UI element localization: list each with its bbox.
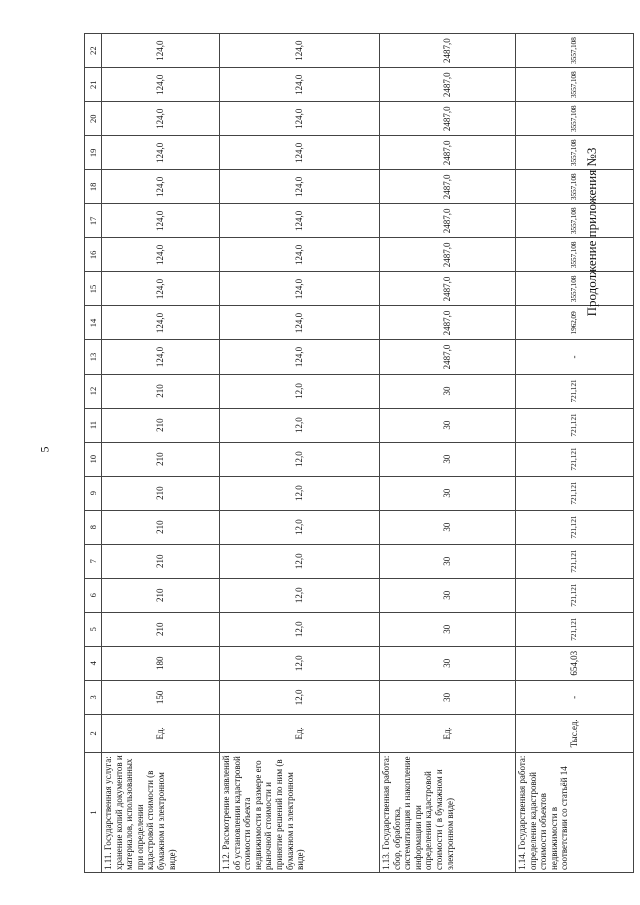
table-cell: 124,0: [220, 238, 380, 272]
table-cell: 12,0: [220, 680, 380, 714]
table-cell: 30: [380, 476, 516, 510]
table-cell: 30: [380, 612, 516, 646]
table-cell: 124,0: [220, 170, 380, 204]
table-cell: 30: [380, 374, 516, 408]
table-cell: 30: [380, 646, 516, 680]
table-cell: 124,0: [102, 272, 220, 306]
table-cell: 210: [102, 408, 220, 442]
table-cell: 12,0: [220, 374, 380, 408]
table-cell: 30: [380, 544, 516, 578]
table-row: [220, 34, 380, 873]
table-cell: 180: [102, 646, 220, 680]
column-number: 20: [85, 102, 102, 136]
table-cell: 721,121: [516, 374, 634, 408]
appendix-label: Продолжение приложения №3: [584, 147, 599, 317]
column-number: 4: [85, 646, 102, 680]
table-cell: 721,121: [516, 612, 634, 646]
column-number: 8: [85, 510, 102, 544]
rotated-table-wrapper: [84, 33, 580, 873]
table-cell: 654,03: [516, 646, 634, 680]
table-cell: 2487,0: [380, 272, 516, 306]
table-cell: 3557,108: [516, 102, 634, 136]
table-cell: 210: [102, 578, 220, 612]
table-cell: 124,0: [220, 68, 380, 102]
table-cell: 2487,0: [380, 238, 516, 272]
column-number: 13: [85, 340, 102, 374]
column-number: 21: [85, 68, 102, 102]
table-cell: 2487,0: [380, 306, 516, 340]
data-table: [84, 33, 634, 873]
table-cell: 3557,108: [516, 204, 634, 238]
column-number: 7: [85, 544, 102, 578]
row-name: 1.13. Государственная работа: сбор, обработка, систематизация и накопление информации при определении кадастровой стоимости ( в бумажном и электронном виде): [380, 752, 516, 872]
table-cell: 30: [380, 680, 516, 714]
table-cell: 721,121: [516, 408, 634, 442]
row-unit: Ед.: [220, 714, 380, 752]
column-number: 2: [85, 714, 102, 752]
row-name: 1.11. Государственная услуга: хранение копий документов и материалов, использованных при определении кадастровой стоимости (в бумажном и электронном виде): [102, 752, 220, 872]
table-cell: 3557,108: [516, 136, 634, 170]
table-cell: 12,0: [220, 408, 380, 442]
table-cell: 2487,0: [380, 68, 516, 102]
table-row: [102, 34, 220, 873]
table-cell: 721,121: [516, 510, 634, 544]
table-cell: 210: [102, 510, 220, 544]
table-cell: 124,0: [220, 136, 380, 170]
table-cell: 30: [380, 510, 516, 544]
table-cell: 124,0: [102, 204, 220, 238]
table-cell: 3557,108: [516, 238, 634, 272]
page-number: 5: [37, 446, 52, 453]
table-cell: 3557,108: [516, 170, 634, 204]
table-cell: 124,0: [220, 34, 380, 68]
table-cell: 12,0: [220, 544, 380, 578]
table-cell: 124,0: [102, 34, 220, 68]
table-cell: 124,0: [102, 238, 220, 272]
table-cell: 210: [102, 442, 220, 476]
table-cell: 12,0: [220, 476, 380, 510]
column-number: 5: [85, 612, 102, 646]
table-cell: 124,0: [220, 204, 380, 238]
column-number: 9: [85, 476, 102, 510]
appendix-label-wrap: [584, 147, 599, 317]
table-cell: 210: [102, 612, 220, 646]
table-cell: 12,0: [220, 612, 380, 646]
table-cell: 2487,0: [380, 102, 516, 136]
table-cell: 30: [380, 408, 516, 442]
table-cell: 3557,108: [516, 34, 634, 68]
row-unit: Тыс.ед.: [516, 714, 634, 752]
row-unit: Ед.: [380, 714, 516, 752]
table-cell: 210: [102, 476, 220, 510]
table-cell: 721,121: [516, 442, 634, 476]
table-cell: 210: [102, 544, 220, 578]
table-row: [516, 34, 634, 873]
table-cell: 124,0: [102, 68, 220, 102]
table-cell: 124,0: [220, 340, 380, 374]
table-cell: 124,0: [220, 102, 380, 136]
table-cell: 124,0: [102, 306, 220, 340]
column-number: 16: [85, 238, 102, 272]
table-cell: 3557,108: [516, 272, 634, 306]
table-cell: 721,121: [516, 578, 634, 612]
column-number: 12: [85, 374, 102, 408]
row-unit: Ед.: [102, 714, 220, 752]
row-name: 1.12. Рассмотрение заявлений об установлении кадастровой стоимости объекта недвижимости в размере его рыночной стоимости и принятие решений по ним (в бумажном и электронном виде): [220, 752, 380, 872]
column-number: 17: [85, 204, 102, 238]
table-cell: 124,0: [102, 136, 220, 170]
table-row: [380, 34, 516, 873]
table-cell: 12,0: [220, 442, 380, 476]
table-cell: 124,0: [102, 102, 220, 136]
table-cell: 12,0: [220, 578, 380, 612]
column-number: 10: [85, 442, 102, 476]
table-cell: 12,0: [220, 510, 380, 544]
column-number: 22: [85, 34, 102, 68]
table-cell: 124,0: [220, 306, 380, 340]
table-cell: 2487,0: [380, 34, 516, 68]
table-cell: 210: [102, 374, 220, 408]
table-cell: 1962,09: [516, 306, 634, 340]
table-cell: 721,121: [516, 544, 634, 578]
table-cell: 124,0: [102, 170, 220, 204]
column-number: 1: [85, 752, 102, 872]
column-number-row: [85, 34, 102, 873]
table-cell: 2487,0: [380, 170, 516, 204]
table-cell: 3557,108: [516, 68, 634, 102]
table-cell: 124,0: [102, 340, 220, 374]
column-number: 19: [85, 136, 102, 170]
table-cell: 150: [102, 680, 220, 714]
table-cell: 721,121: [516, 476, 634, 510]
column-number: 11: [85, 408, 102, 442]
table-cell: 30: [380, 578, 516, 612]
column-number: 3: [85, 680, 102, 714]
table-cell: 12,0: [220, 646, 380, 680]
table-cell: 124,0: [220, 272, 380, 306]
table-cell: 2487,0: [380, 204, 516, 238]
table-cell: 30: [380, 442, 516, 476]
table-cell: 2487,0: [380, 340, 516, 374]
column-number: 15: [85, 272, 102, 306]
column-number: 14: [85, 306, 102, 340]
row-name: 1.14. Государственная работа: определение кадастровой стоимости объектов недвижимости в соответствии со статьёй 14: [516, 752, 634, 872]
table-cell: 2487,0: [380, 136, 516, 170]
column-number: 6: [85, 578, 102, 612]
column-number: 18: [85, 170, 102, 204]
table-cell: -: [516, 680, 634, 714]
table-cell: -: [516, 340, 634, 374]
